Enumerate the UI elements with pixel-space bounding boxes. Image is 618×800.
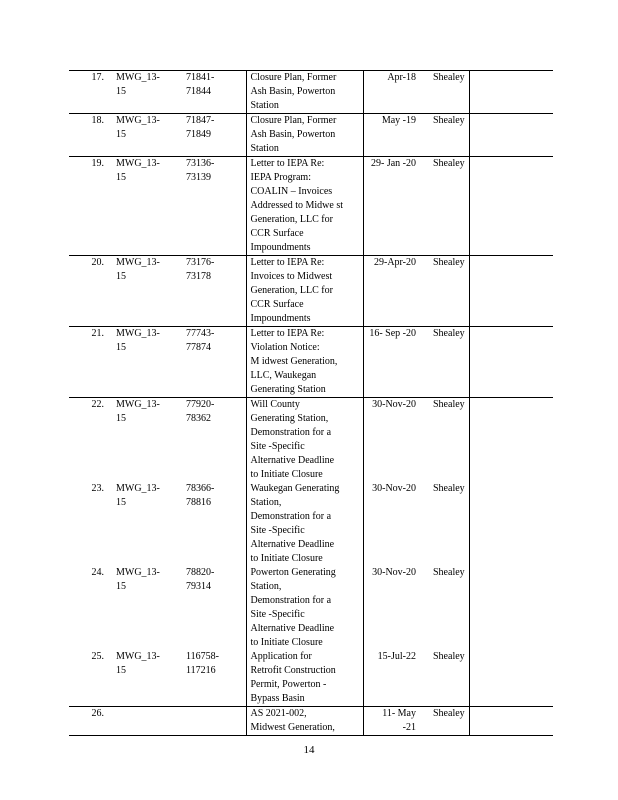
bates-range xyxy=(182,650,246,707)
exhibit-description xyxy=(246,398,363,483)
description-line: Letter to IEPA Re: xyxy=(250,158,325,169)
exhibit-date-text: 30-Nov-20 xyxy=(372,567,416,578)
bates-range xyxy=(182,482,246,566)
description-line: Letter to IEPA Re: xyxy=(250,328,325,339)
description-line: Violation Notice: xyxy=(250,342,320,353)
exhibit-extra xyxy=(469,707,553,736)
table-row xyxy=(69,327,553,398)
exhibit-number-text: 23. xyxy=(91,483,104,494)
exhibit-witness-text: Shealey xyxy=(433,708,465,719)
exhibit-number xyxy=(69,566,112,650)
exhibit-description xyxy=(246,566,363,650)
exhibit-date-text: 11- May -21 xyxy=(382,708,416,733)
description-line: Addressed to Midwe st xyxy=(250,200,343,211)
exhibit-number-text: 18. xyxy=(91,115,104,126)
exhibit-id-line: 15 xyxy=(116,581,126,592)
exhibit-number xyxy=(69,114,112,157)
bates-range xyxy=(182,398,246,483)
exhibit-date-text: Apr-18 xyxy=(387,72,416,83)
description-line: Station xyxy=(250,143,279,154)
description-line: Bypass Basin xyxy=(250,693,305,704)
description-line: Application for xyxy=(250,651,312,662)
description-line: Site -Specific xyxy=(250,441,305,452)
description-line: Generating Station, xyxy=(250,413,329,424)
exhibit-id-line: 15 xyxy=(116,86,126,97)
exhibit-id-line: MWG_13- xyxy=(116,72,160,83)
exhibit-number-text: 22. xyxy=(91,399,104,410)
bates-range-line: 71849 xyxy=(186,129,211,140)
table-row xyxy=(69,650,553,707)
description-line: Site -Specific xyxy=(250,525,305,536)
exhibit-date xyxy=(363,114,422,157)
exhibit-number-text: 19. xyxy=(91,158,104,169)
description-line: Impoundments xyxy=(250,242,311,253)
bates-range xyxy=(182,256,246,327)
bates-range-line: 78820- xyxy=(186,567,215,578)
exhibit-date xyxy=(363,256,422,327)
exhibit-id xyxy=(112,566,182,650)
exhibit-id-line: 15 xyxy=(116,342,126,353)
bates-range-line: 73176- xyxy=(186,257,215,268)
exhibit-extra xyxy=(469,327,553,398)
exhibit-number-text: 20. xyxy=(91,257,104,268)
bates-range-line: 71847- xyxy=(186,115,215,126)
exhibit-witness-text: Shealey xyxy=(433,115,465,126)
exhibit-date xyxy=(363,327,422,398)
table-row xyxy=(69,482,553,566)
exhibit-number xyxy=(69,707,112,736)
exhibit-date xyxy=(363,71,422,114)
exhibit-date xyxy=(363,650,422,707)
exhibit-witness xyxy=(422,707,469,736)
description-line: IEPA Program: xyxy=(250,172,311,183)
exhibit-id-line: MWG_13- xyxy=(116,257,160,268)
bates-range xyxy=(182,157,246,256)
exhibit-witness xyxy=(422,482,469,566)
exhibit-witness-text: Shealey xyxy=(433,651,465,662)
description-line: Letter to IEPA Re: xyxy=(250,257,325,268)
description-line: Alternative Deadline xyxy=(250,455,335,466)
description-line: Demonstration for a xyxy=(250,511,332,522)
description-line: Alternative Deadline xyxy=(250,539,335,550)
exhibit-date xyxy=(363,157,422,256)
bates-range-line: 78362 xyxy=(186,413,211,424)
exhibit-extra xyxy=(469,71,553,114)
exhibit-id-line: 15 xyxy=(116,413,126,424)
table-row xyxy=(69,71,553,114)
description-line: Ash Basin, Powerton xyxy=(250,129,336,140)
exhibit-description xyxy=(246,327,363,398)
exhibit-extra xyxy=(469,114,553,157)
description-line: to Initiate Closure xyxy=(250,469,323,480)
exhibit-witness xyxy=(422,157,469,256)
exhibit-number xyxy=(69,71,112,114)
exhibit-date-text: 15-Jul-22 xyxy=(377,651,416,662)
exhibit-id-line: 15 xyxy=(116,497,126,508)
bates-range xyxy=(182,327,246,398)
exhibit-table xyxy=(69,70,553,736)
bates-range xyxy=(182,114,246,157)
exhibit-date xyxy=(363,398,422,483)
exhibit-extra xyxy=(469,482,553,566)
exhibit-date-text: 29-Apr-20 xyxy=(373,257,416,268)
exhibit-id-line: MWG_13- xyxy=(116,567,160,578)
exhibit-description xyxy=(246,482,363,566)
description-line: Generation, LLC for xyxy=(250,214,333,225)
description-line: Invoices to Midwest xyxy=(250,271,333,282)
bates-range-line: 117216 xyxy=(186,665,216,676)
table-row xyxy=(69,256,553,327)
exhibit-id-line: 15 xyxy=(116,271,126,282)
exhibit-date-text: 29- Jan -20 xyxy=(371,158,416,169)
exhibit-id xyxy=(112,71,182,114)
exhibit-description xyxy=(246,71,363,114)
bates-range xyxy=(182,71,246,114)
exhibit-id xyxy=(112,327,182,398)
exhibit-number xyxy=(69,482,112,566)
exhibit-witness xyxy=(422,650,469,707)
exhibit-description xyxy=(246,707,363,736)
description-line: Station, xyxy=(250,497,282,508)
description-line: CCR Surface xyxy=(250,299,304,310)
exhibit-id-line: MWG_13- xyxy=(116,328,160,339)
exhibit-description xyxy=(246,114,363,157)
exhibit-witness xyxy=(422,256,469,327)
description-line: AS 2021-002, xyxy=(250,708,307,719)
exhibit-id xyxy=(112,707,182,736)
bates-range-line: 73139 xyxy=(186,172,211,183)
bates-range-line: 71844 xyxy=(186,86,211,97)
description-line: Powerton Generating xyxy=(250,567,336,578)
bates-range-line: 79314 xyxy=(186,581,211,592)
description-line: Closure Plan, Former xyxy=(250,115,337,126)
exhibit-date xyxy=(363,566,422,650)
table-row xyxy=(69,157,553,256)
exhibit-extra xyxy=(469,256,553,327)
table-row xyxy=(69,566,553,650)
exhibit-number-text: 26. xyxy=(91,708,104,719)
exhibit-number-text: 17. xyxy=(91,72,104,83)
exhibit-description xyxy=(246,256,363,327)
bates-range xyxy=(182,707,246,736)
description-line: Midwest Generation, xyxy=(250,722,335,733)
exhibit-id-line: MWG_13- xyxy=(116,651,160,662)
description-line: CCR Surface xyxy=(250,228,304,239)
exhibit-number xyxy=(69,157,112,256)
exhibit-number-text: 25. xyxy=(91,651,104,662)
exhibit-number xyxy=(69,398,112,483)
page-number: 14 xyxy=(303,744,315,756)
bates-range-line: 78366- xyxy=(186,483,215,494)
exhibit-number xyxy=(69,256,112,327)
description-line: COALIN – Invoices xyxy=(250,186,333,197)
bates-range-line: 116758- xyxy=(186,651,219,662)
exhibit-id-line: 15 xyxy=(116,172,126,183)
exhibit-id-line: MWG_13- xyxy=(116,399,160,410)
exhibit-number-text: 21. xyxy=(91,328,104,339)
exhibit-description xyxy=(246,650,363,707)
exhibit-id xyxy=(112,398,182,483)
description-line: Will County xyxy=(250,399,300,410)
bates-range-line: 77743- xyxy=(186,328,215,339)
description-line: to Initiate Closure xyxy=(250,553,323,564)
exhibit-witness-text: Shealey xyxy=(433,257,465,268)
exhibit-witness xyxy=(422,327,469,398)
exhibit-date xyxy=(363,707,422,736)
exhibit-number-text: 24. xyxy=(91,567,104,578)
description-line: Site -Specific xyxy=(250,609,305,620)
exhibit-date-text: 30-Nov-20 xyxy=(372,399,416,410)
description-line: Demonstration for a xyxy=(250,427,332,438)
exhibit-witness xyxy=(422,114,469,157)
table-row xyxy=(69,707,553,736)
exhibit-date xyxy=(363,482,422,566)
description-line: Alternative Deadline xyxy=(250,623,335,634)
exhibit-id xyxy=(112,114,182,157)
description-line: Ash Basin, Powerton xyxy=(250,86,336,97)
exhibit-id-line: 15 xyxy=(116,129,126,140)
exhibit-id xyxy=(112,482,182,566)
description-line: Waukegan Generating xyxy=(250,483,340,494)
bates-range xyxy=(182,566,246,650)
description-line: M idwest Generation, xyxy=(250,356,338,367)
description-line: Generating Station xyxy=(250,384,326,395)
exhibit-witness-text: Shealey xyxy=(433,72,465,83)
exhibit-id-line: MWG_13- xyxy=(116,115,160,126)
description-line: Generation, LLC for xyxy=(250,285,333,296)
exhibit-extra xyxy=(469,566,553,650)
table-row xyxy=(69,114,553,157)
exhibit-description xyxy=(246,157,363,256)
exhibit-id-line: 15 xyxy=(116,665,126,676)
table-row xyxy=(69,398,553,483)
exhibit-witness-text: Shealey xyxy=(433,399,465,410)
description-line: Impoundments xyxy=(250,313,311,324)
exhibit-date-text: 30-Nov-20 xyxy=(372,483,416,494)
description-line: to Initiate Closure xyxy=(250,637,323,648)
exhibit-number xyxy=(69,327,112,398)
exhibit-extra xyxy=(469,398,553,483)
exhibit-id-line: MWG_13- xyxy=(116,158,160,169)
description-line: Demonstration for a xyxy=(250,595,332,606)
description-line: Closure Plan, Former xyxy=(250,72,337,83)
description-line: LLC, Waukegan xyxy=(250,370,317,381)
exhibit-date-text: May -19 xyxy=(381,115,416,126)
exhibit-id xyxy=(112,157,182,256)
exhibit-id-line: MWG_13- xyxy=(116,483,160,494)
exhibit-witness-text: Shealey xyxy=(433,328,465,339)
bates-range-line: 71841- xyxy=(186,72,215,83)
exhibit-witness-text: Shealey xyxy=(433,158,465,169)
exhibit-id xyxy=(112,650,182,707)
exhibit-witness-text: Shealey xyxy=(433,567,465,578)
bates-range-line: 78816 xyxy=(186,497,211,508)
description-line: Retrofit Construction xyxy=(250,665,336,676)
exhibit-table-body xyxy=(69,71,553,736)
exhibit-number xyxy=(69,650,112,707)
bates-range-line: 73178 xyxy=(186,271,211,282)
bates-range-line: 73136- xyxy=(186,158,215,169)
exhibit-extra xyxy=(469,157,553,256)
description-line: Station, xyxy=(250,581,282,592)
exhibit-date-text: 16- Sep -20 xyxy=(369,328,416,339)
bates-range-line: 77920- xyxy=(186,399,215,410)
exhibit-witness xyxy=(422,71,469,114)
exhibit-witness xyxy=(422,398,469,483)
bates-range-line: 77874 xyxy=(186,342,211,353)
exhibit-witness-text: Shealey xyxy=(433,483,465,494)
description-line: Permit, Powerton - xyxy=(250,679,327,690)
exhibit-extra xyxy=(469,650,553,707)
description-line: Station xyxy=(250,100,279,111)
exhibit-id xyxy=(112,256,182,327)
exhibit-witness xyxy=(422,566,469,650)
